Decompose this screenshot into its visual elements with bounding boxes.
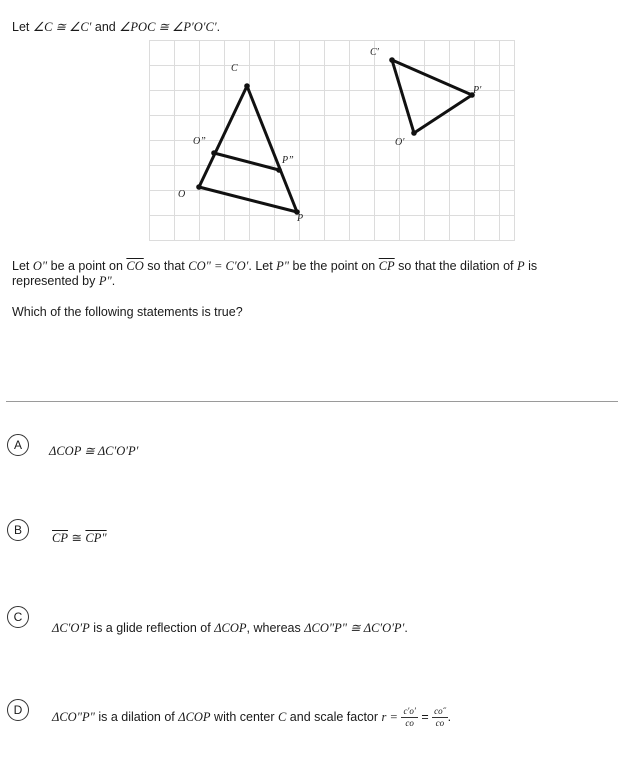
option-b-bubble[interactable]: B (7, 519, 29, 541)
option-c-text[interactable]: ΔC′O′P is a glide reflection of ΔCOP, whereas ΔCO"P" ≅ ΔC′O′P′. (52, 621, 408, 635)
label-o-double-prime: O” (193, 136, 206, 147)
option-d-bubble[interactable]: D (7, 699, 29, 721)
triangle-cop (199, 86, 297, 212)
divider (6, 401, 618, 402)
vertex-o-prime (411, 130, 417, 136)
label-c: C (231, 63, 238, 74)
label-p-prime: P′ (473, 85, 482, 96)
option-d-text[interactable]: ΔCO"P" is a dilation of ΔCOP with center C and scale factor r = $\frac{c'o'}{co}$ = $\frac{co˝}{co}$ . (52, 706, 452, 728)
angle-poc-congruence: ∠POC ≅ ∠P′O′C′ (119, 20, 217, 34)
segment-co: $\overline{CO}$ (126, 259, 144, 273)
angle-c-congruence: ∠C ≅ ∠C′ (32, 20, 92, 34)
label-p-double-prime: P” (282, 155, 294, 166)
label-p: P (297, 213, 304, 224)
vertex-c (244, 83, 250, 89)
label-c-prime: C′ (370, 47, 379, 58)
scale-factor-fraction-1: $\frac{c'o'}{co}$ (403, 706, 416, 728)
vertex-p-double-prime (276, 167, 282, 173)
option-c-bubble[interactable]: C (7, 606, 29, 628)
question-text: Which of the following statements is true? (12, 305, 243, 319)
scale-factor-fraction-2: $\frac{co˝}{co}$ (434, 706, 446, 728)
vertex-o (196, 184, 202, 190)
problem-header: Let ∠C ≅ ∠C′ and ∠POC ≅ ∠P′O′C′. (12, 20, 221, 34)
option-a-bubble[interactable]: A (7, 434, 29, 456)
triangle-c-prime (392, 60, 472, 133)
vertex-c-prime (389, 57, 395, 63)
label-o: O (178, 189, 186, 200)
vertex-o-double-prime (211, 150, 217, 156)
option-a-text[interactable]: ΔCOP ≅ ΔC′O′P′ (49, 444, 139, 458)
label-o-prime: O′ (395, 137, 405, 148)
option-b-text[interactable]: $\overline{CP}$ ≅ CP" (52, 531, 107, 545)
triangle-figure (0, 0, 618, 250)
segment-cp: $\overline{CP}$ (378, 259, 395, 273)
problem-statement: Let O" be a point on $\overline{CO}$ so that CO" = C′O′. Let P" be the point on $\overline{CP}$ so that the dilation of P is represented by P". (12, 259, 538, 288)
